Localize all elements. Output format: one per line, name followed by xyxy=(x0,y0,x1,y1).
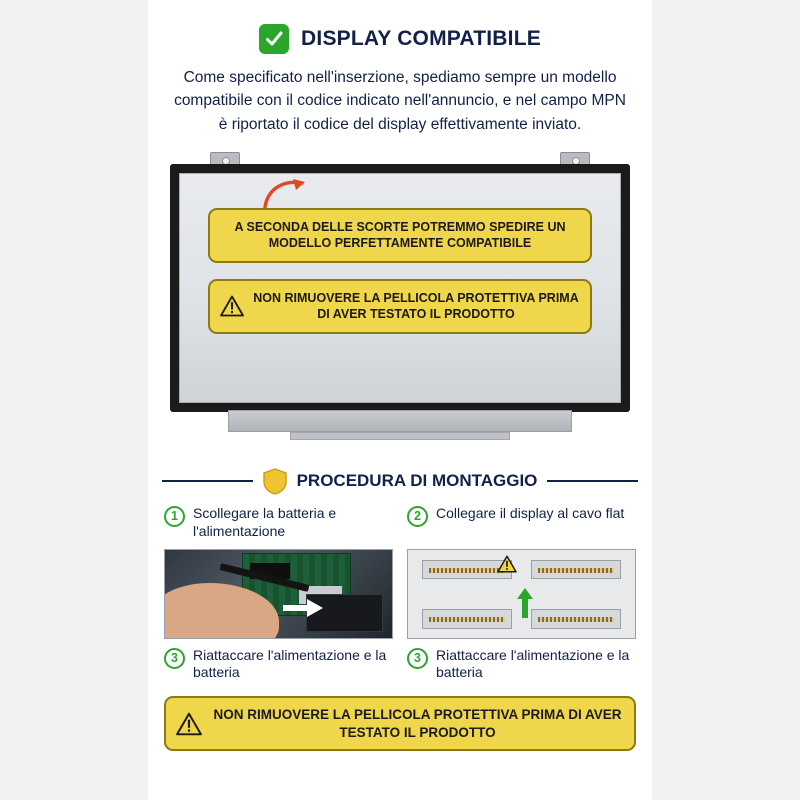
divider-left xyxy=(162,480,253,482)
panel-lower-bar xyxy=(228,410,572,432)
panel-bracket-right-icon xyxy=(560,152,590,165)
steps-row-bottom xyxy=(148,639,652,683)
right-arrow-icon xyxy=(283,599,323,617)
callout-protective-film xyxy=(208,279,592,334)
header-row xyxy=(148,24,652,54)
callout-protective-film-text: NON RIMUOVERE LA PELLICOLA PROTETTIVA PRIMA DI AVER TESTATO IL PRODOTTO xyxy=(253,290,579,322)
step-label: Riattaccare l'alimentazione e la batteria xyxy=(193,646,387,681)
left-margin-band xyxy=(0,0,148,800)
connector-graphic xyxy=(422,609,513,628)
step-number: 3 xyxy=(164,648,185,669)
header-description: Come specificato nell'inserzione, spediamo sempre un modello compatibile con il codice indicato nell'annuncio, e nel campo MPN è riportato il codice del display effettivamente inviato. xyxy=(174,69,626,133)
divider-right xyxy=(547,480,638,482)
display-connector-photo xyxy=(407,549,636,639)
procedure-title: PROCEDURA DI MONTAGGIO xyxy=(296,471,538,491)
shield-icon xyxy=(263,468,287,495)
warning-triangle-icon xyxy=(220,295,244,317)
callout-compatibility xyxy=(208,208,592,263)
procedure-heading xyxy=(148,468,652,495)
callout-compatibility-text: A SECONDA DELLE SCORTE POTREMMO SPEDIRE UN MODELLO PERFETTAMENTE COMPATIBILE xyxy=(234,219,566,251)
content-sheet xyxy=(148,0,652,800)
warning-triangle-icon xyxy=(176,712,202,736)
step-item xyxy=(164,505,393,541)
footer-warning-text: NON RIMUOVERE LA PELLICOLA PROTETTIVA PRIMA DI AVER TESTATO IL PRODOTTO xyxy=(213,707,622,740)
step-label: Collegare il display al cavo flat xyxy=(436,504,625,521)
step-label: Riattaccare l'alimentazione e la batteria xyxy=(436,646,630,681)
up-arrow-icon xyxy=(517,588,533,618)
laptop-internals-photo xyxy=(164,549,393,639)
step-label: Scollegare la batteria e l'alimentazione xyxy=(193,504,337,539)
lcd-screen-surface xyxy=(179,173,621,403)
check-square-icon xyxy=(259,24,289,54)
connector-graphic xyxy=(531,609,622,628)
header-section xyxy=(148,0,652,136)
steps-photos xyxy=(148,541,652,639)
step-number: 1 xyxy=(164,506,185,527)
step-item xyxy=(407,505,636,541)
connector-graphic xyxy=(531,560,622,579)
curved-arrow-icon xyxy=(262,176,308,210)
step-item xyxy=(407,647,636,683)
panel-bracket-left-icon xyxy=(210,152,240,165)
panel-foot-bar xyxy=(290,432,510,440)
step-number: 3 xyxy=(407,648,428,669)
display-illustration xyxy=(170,152,630,452)
steps-row-top xyxy=(148,495,652,541)
lcd-panel-graphic xyxy=(170,164,630,412)
footer-warning-banner xyxy=(164,696,636,751)
right-margin-band xyxy=(652,0,800,800)
page-title: DISPLAY COMPATIBILE xyxy=(301,27,541,50)
step-item xyxy=(164,647,393,683)
step-number: 2 xyxy=(407,506,428,527)
warning-triangle-icon xyxy=(497,555,517,573)
